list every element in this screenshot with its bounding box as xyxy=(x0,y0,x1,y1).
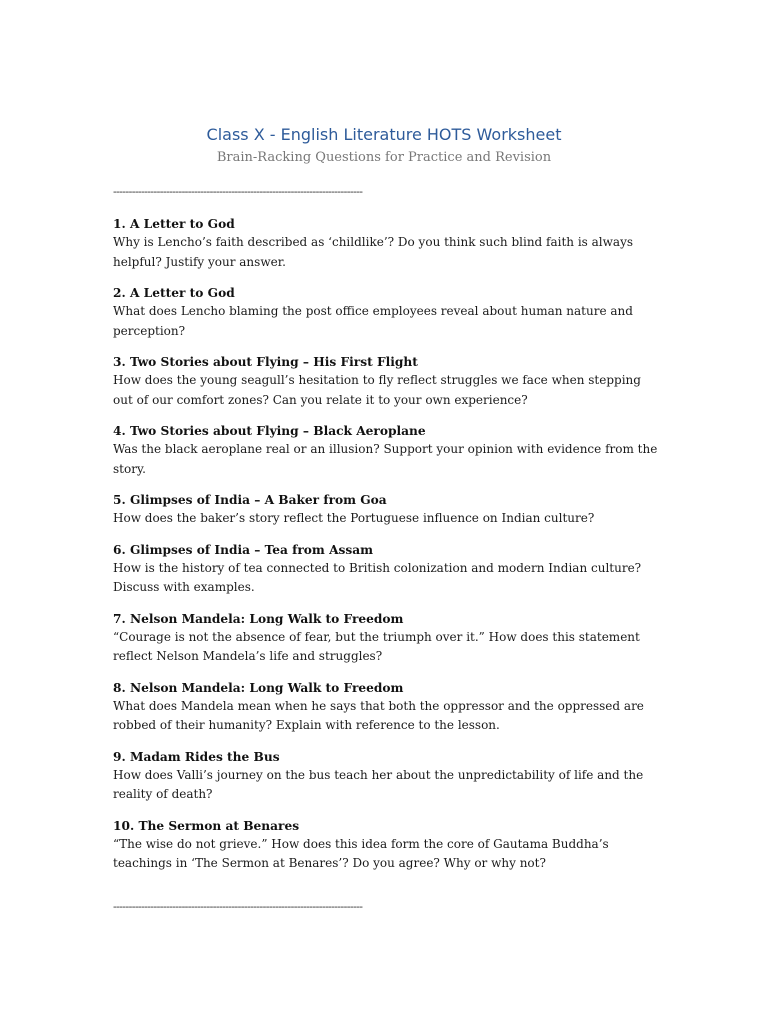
question-item xyxy=(113,817,661,874)
question-title: 9. Madam Rides the Bus xyxy=(113,749,280,764)
question-title: 7. Nelson Mandela: Long Walk to Freedom xyxy=(113,611,404,626)
question-text: What does Lencho blaming the post office employees reveal about human nature and perception? xyxy=(113,304,633,338)
question-text: Why is Lencho’s faith described as ‘childlike’? Do you think such blind faith is always helpful? Justify your answer. xyxy=(113,235,634,269)
question-text: Was the black aeroplane real or an illusion? Support your opinion with evidence from the story. xyxy=(113,442,658,476)
question-item xyxy=(113,748,661,805)
question-item xyxy=(113,215,661,272)
question-item xyxy=(113,491,661,529)
question-text: How does Valli’s journey on the bus teach her about the unpredictability of life and the reality of death? xyxy=(113,767,644,801)
question-text: “The wise do not grieve.” How does this idea form the core of Gautama Buddha’s teachings in ‘The Sermon at Benares’? Do you agree? Why or why not? xyxy=(113,836,609,870)
question-item xyxy=(113,679,661,736)
question-title: 2. A Letter to God xyxy=(113,286,235,300)
question-title: 6. Glimpses of India – Tea from Assam xyxy=(113,542,374,557)
question-text: “Courage is not the absence of fear, but the triumph over it.” How does this statement reflect Nelson Mandela’s life and struggles? xyxy=(113,629,640,663)
divider-bottom: -------------------------------------------------------------------------------- xyxy=(113,900,363,913)
question-title: 3. Two Stories about Flying – His First Flight xyxy=(113,355,418,369)
divider-top: -------------------------------------------------------------------------------- xyxy=(113,185,363,198)
question-title: 4. Two Stories about Flying – Black Aeroplane xyxy=(113,424,426,438)
question-title: 5. Glimpses of India – A Baker from Goa xyxy=(113,493,387,507)
question-text: How is the history of tea connected to British colonization and modern Indian culture? Discuss with examples. xyxy=(113,560,642,594)
page-subtitle: Brain-Racking Questions for Practice and Revision xyxy=(216,150,552,165)
question-item xyxy=(113,610,661,667)
question-item xyxy=(113,284,661,341)
page-title: Class X - English Literature HOTS Worksheet xyxy=(206,125,562,144)
question-list xyxy=(113,215,661,886)
question-title: 8. Nelson Mandela: Long Walk to Freedom xyxy=(113,680,404,695)
question-item xyxy=(113,422,661,479)
question-item xyxy=(113,353,661,410)
question-title: 10. The Sermon at Benares xyxy=(113,818,300,833)
question-text: How does the young seagull’s hesitation to fly reflect struggles we face when stepping out of our comfort zones? Can you relate it to your own experience? xyxy=(113,373,641,407)
question-text: What does Mandela mean when he says that both the oppressor and the oppressed are robbed of their humanity? Explain with reference to the lesson. xyxy=(113,698,644,732)
question-text: How does the baker’s story reflect the Portuguese influence on Indian culture? xyxy=(113,511,595,525)
question-item xyxy=(113,541,661,598)
question-title: 1. A Letter to God xyxy=(113,217,235,231)
